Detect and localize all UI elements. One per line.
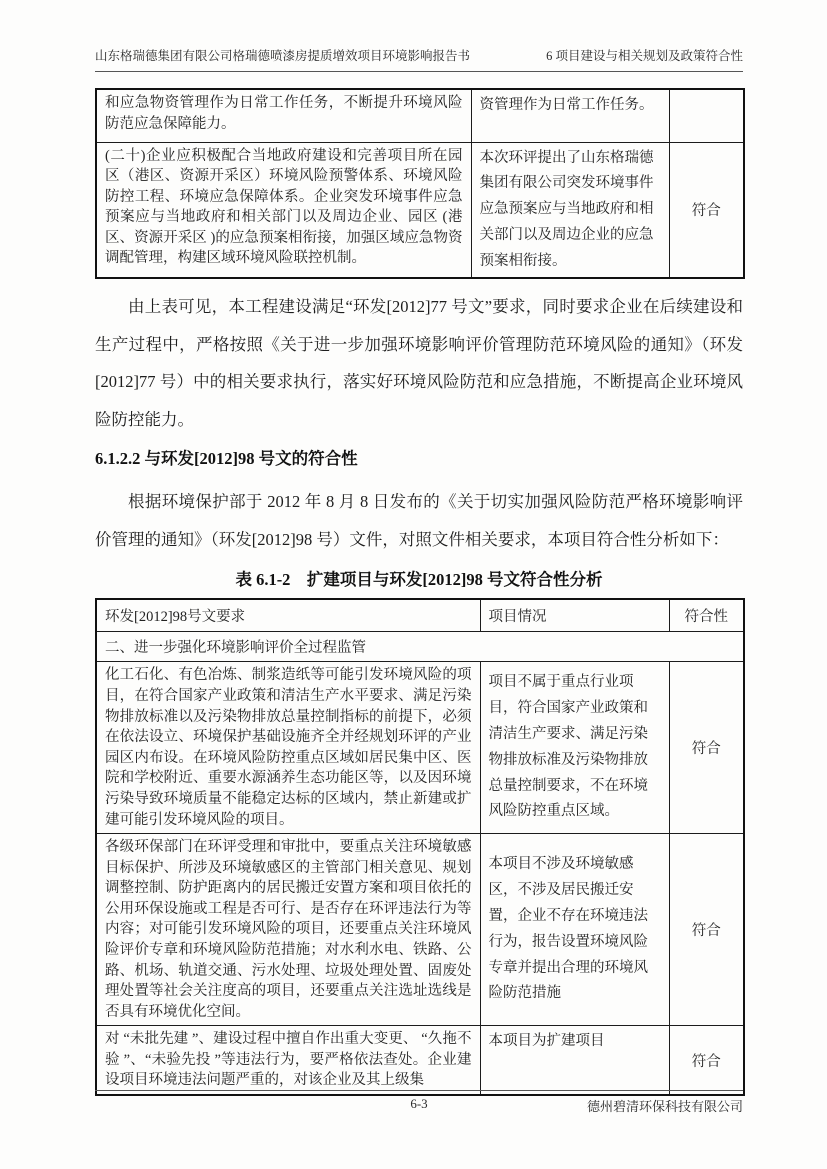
column-header-situation: 项目情况 xyxy=(480,599,669,632)
footer-company-name: 德州碧清环保科技有限公司 xyxy=(586,1099,743,1114)
table-row xyxy=(96,662,744,834)
requirement-cell: 各级环保部门在环评受理和审批中，要重点关注环境敏感目标保护、所涉及环境敏感区的主管部门相关意见、规划调整控制、防护距离内的居民搬迁安置方案和项目依托的公用环保设施或工程是否可行、是否存在环评违法行为等内容；对可能引发环境风险的项目，还要重点关注环境风险评价专章和环境风险防范措施；对水利水电、铁路、公路、机场、轨道交通、污水处理、垃圾处理处置、固废处理处置等社会关注度高的项目，还要重点关注选址选线是否具有环境优化空间。 xyxy=(96,834,480,1026)
conformity-cell: 符合 xyxy=(669,142,744,278)
table-row xyxy=(96,834,744,1026)
requirement-cell: 化工石化、有色冶炼、制浆造纸等可能引发环境风险的项目，在符合国家产业政策和清洁生产水平要求、满足污染物排放标准以及污染物排放总量控制指标的前提下，必须在依法设立、环境保护基础设施齐全并经规划环评的产业园区内布设。在环境风险防控重点区域如居民集中区、医院和学校附近、重要水源涵养生态功能区等，以及因环境污染导致环境质量不能稳定达标的区域内，禁止新建或扩建可能引发环境风险的项目。 xyxy=(96,662,480,834)
requirement-cell: (二十)企业应积极配合当地政府建设和完善项目所在园区（港区、资源开采区）环境风险预警体系、环境风险防控工程、环境应急保障体系。企业突发环境事件应急预案应与当地政府和相关部门以及周边企业、园区 (港区、资源开采区 )的应急预案相衔接，加强区域应急物资调配管理，构建区域环境风险联控机制。 xyxy=(96,142,471,278)
header-report-title: 山东格瑞德集团有限公司格瑞德喷漆房提质增效项目环境影响报告书 xyxy=(95,49,471,63)
table-header-row xyxy=(96,599,744,632)
compliance-table-98 xyxy=(95,598,745,1096)
table-row xyxy=(96,1026,744,1095)
situation-cell: 本项目为扩建项目 xyxy=(480,1026,669,1095)
situation-cell: 本项目不涉及环境敏感区，不涉及居民搬迁安置，企业不存在环境违法行为，报告设置环境风险专章并提出合理的环境风险防范措施 xyxy=(480,834,669,1026)
column-header-requirement: 环发[2012]98号文要求 xyxy=(96,599,480,632)
situation-cell: 本次环评提出了山东格瑞德集团有限公司突发环境事件应急预案应与当地政府和相关部门以及周边企业的应急预案相衔接。 xyxy=(471,142,669,278)
situation-cell: 资管理作为日常工作任务。 xyxy=(471,89,669,142)
paragraph-98-intro: 根据环境保护部于 2012 年 8 月 8 日发布的《关于切实加强风险防范严格环境影响评价管理的通知》（环发[2012]98 号）文件，对照文件相关要求，本项目符合性分析如下： xyxy=(95,492,743,549)
section-span-cell: 二、进一步强化环境影响评价全过程监管 xyxy=(96,632,744,662)
table-6-1-2-title: 表 6.1-2 扩建项目与环发[2012]98 号文符合性分析 xyxy=(235,570,603,590)
page-content xyxy=(95,46,743,1096)
conformity-cell: 符合 xyxy=(669,834,744,1026)
requirement-cell: 对 “未批先建 ”、建设过程中擅自作出重大变更、 “久拖不验 ”、“未验先投 ”等违法行为，要严格依法查处。企业建设项目环境违法问题严重的，对该企业及其上级集 xyxy=(96,1026,480,1095)
conformity-cell xyxy=(669,89,744,142)
requirement-cell: 和应急物资管理作为日常工作任务，不断提升环境风险防范应急保障能力。 xyxy=(96,89,471,142)
column-header-conformity: 符合性 xyxy=(669,599,744,632)
compliance-table-77 xyxy=(95,88,745,279)
section-span-row xyxy=(96,632,744,662)
page-header xyxy=(95,46,743,72)
conformity-cell: 符合 xyxy=(669,662,744,834)
table-row xyxy=(96,142,744,278)
paragraph-77-conclusion: 由上表可见，本工程建设满足“环发[2012]77 号文”要求，同时要求企业在后续建设和生产过程中，严格按照《关于进一步加强环境影响评价管理防范环境风险的通知》（环发[2012]77 号）中的相关要求执行，落实好环境风险防范和应急措施，不断提高企业环境风险防控能力。 xyxy=(95,297,743,429)
page-number: 6-3 xyxy=(410,1096,428,1111)
situation-cell: 项目不属于重点行业项目，符合国家产业政策和清洁生产要求、满足污染物排放标准及污染物排放总量控制要求，不在环境风险防控重点区域。 xyxy=(480,662,669,834)
page-footer xyxy=(95,1090,743,1115)
header-chapter-title: 6 项目建设与相关规划及政策符合性 xyxy=(546,49,743,63)
conformity-cell: 符合 xyxy=(669,1026,744,1095)
section-heading-6-1-2-2: 6.1.2.2 与环发[2012]98 号文的符合性 xyxy=(95,449,358,469)
table-row xyxy=(96,89,744,142)
